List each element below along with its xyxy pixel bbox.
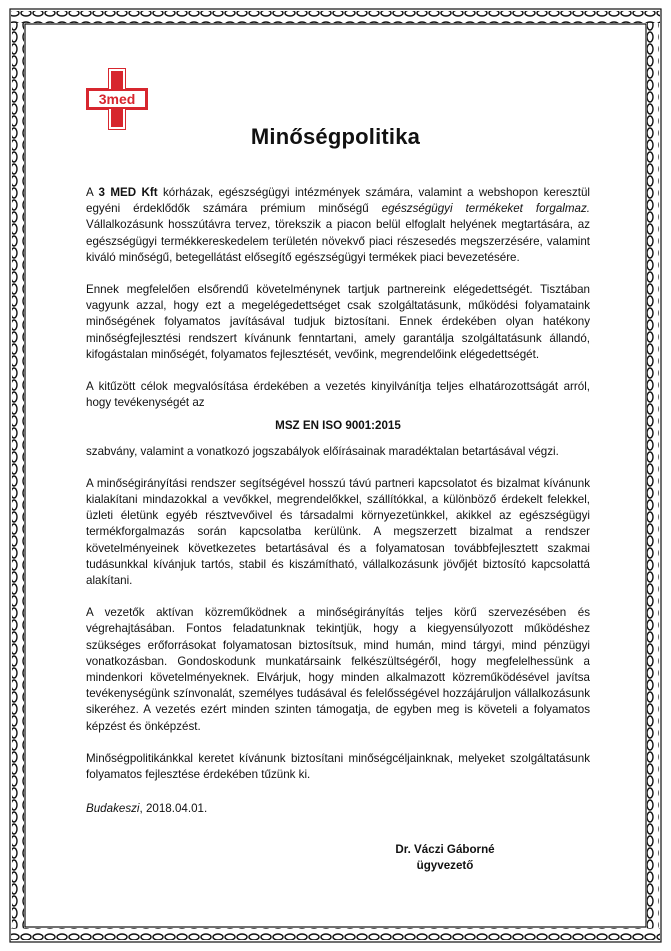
text-span: kórházak, egészségügyi intézmények számára, valamint a webshopon keresztül egyéni érdeklődők számára prémium minőségű — [86, 186, 591, 216]
signer-title: ügyvezető — [416, 859, 474, 872]
paragraph-management: A vezetők aktívan közreműködnek a minőségirányítás teljes körű szervezésében és végrehajtásában. Fontos feladatunknak tekintjük, hogy a kiegyensúlyozott működéshez szükséges erőforrásokat folyamatosan biztosítsuk, mind humán, mind tárgyi, mind pénzügyi vonatkozásban. Gondoskodunk munkatársaink felkészültségéről, hogy megfelelhessünk a mindenkori követelményeknek. Elvárjuk, hogy minden alkalmazott közreműködésével javítsa tevékenységünk színvonalát, személyes tudásával és felelősségével hozzájáruljon vállalkozásunk sikeréhez. A vezetés ezért minden szinten támogatja, de egyben meg is követeli a folyamatos képzést és önképzést. — [86, 606, 590, 733]
paragraph-satisfaction: Ennek megfelelően elsőrendű követelménynek tartjuk partnereink elégedettségét. Tisztában vagyunk azzal, hogy ezt a megelégedettséget csak szolgáltatásunk, működési folyamataink minőségének folyamatos javításával tudjuk biztosítani. Ennek érdekében olyan hatékony minőségfejlesztési rendszert kívánunk fenntartani, amely garantálja szolgáltatásunk állandó, kifogástalan minőségét, folyamatos fejlesztését, vevőink, megrendelőink elégedettségét. — [86, 283, 590, 361]
emphasized-text: egészségügyi termékeket forgalmaz. — [381, 202, 591, 216]
text-span: Vállalkozásunk hosszútávra tervez, törekszik a piacon belül elfoglalt helyének megtartására, az egészségügyi termékkereskedelem területén növekvő piaci részesedés megszerzésére, valamint kiváló minőségű, betegellátást elősegítő egészségügyi termékek piaci bevezetésére. — [86, 218, 590, 264]
paragraph-quality-goals: Minőségpolitikánkkal keretet kívánunk biztosítani minőségcéljainknak, melyeket szolgáltatásunk folyamatos fejlesztése érdekében tűzünk ki. — [86, 751, 590, 782]
document-body — [86, 185, 590, 834]
paragraph-intro — [86, 185, 590, 266]
company-name: 3 MED Kft — [98, 186, 158, 199]
paragraph-commitment: A kitűzött célok megvalósítása érdekében a vezetés kinyilvánítja teljes elhatározottságát arról, hogy tevékenységét az — [86, 380, 590, 410]
text-span: A — [86, 186, 99, 199]
date: , 2018.04.01. — [139, 802, 208, 816]
standard-name: MSZ EN ISO 9001:2015 — [275, 419, 401, 433]
signer-name: Dr. Váczi Gáborné — [395, 843, 495, 856]
place-name: Budakeszi — [86, 802, 140, 816]
signature-block — [360, 842, 530, 874]
logo-text: 3med — [98, 91, 136, 107]
page-title: Minőségpolitika — [250, 124, 421, 149]
place-date — [86, 801, 590, 817]
company-logo — [86, 68, 148, 130]
paragraph-standard-compliance: szabvány, valamint a vonatkozó jogszabályok előírásainak maradéktalan betartásával végzi. — [86, 444, 559, 458]
paragraph-partnership: A minőségirányítási rendszer segítségével hosszú távú partneri kapcsolatot és bizalmat kívánunk kialakítani mindazokkal a vevőkkel, megrendelőkkel, szállítókkal, a különböző érdekelt felekkel, üzleti életünk egyéb résztvevőivel és társadalmi környezetünkkel, akikkel az egészségügyi termékforgalmazás során kapcsolatba kerülünk. A megszerzett bizalmat a rendszer követelményeinek következetes betartásával és a folyamatosan továbbfejlesztett szakmai tudásunkkal kívánjuk tartós, stabil és kiszámítható, vállalkozásunk jövőjét biztosító kapcsolattá alakítani. — [86, 476, 590, 588]
